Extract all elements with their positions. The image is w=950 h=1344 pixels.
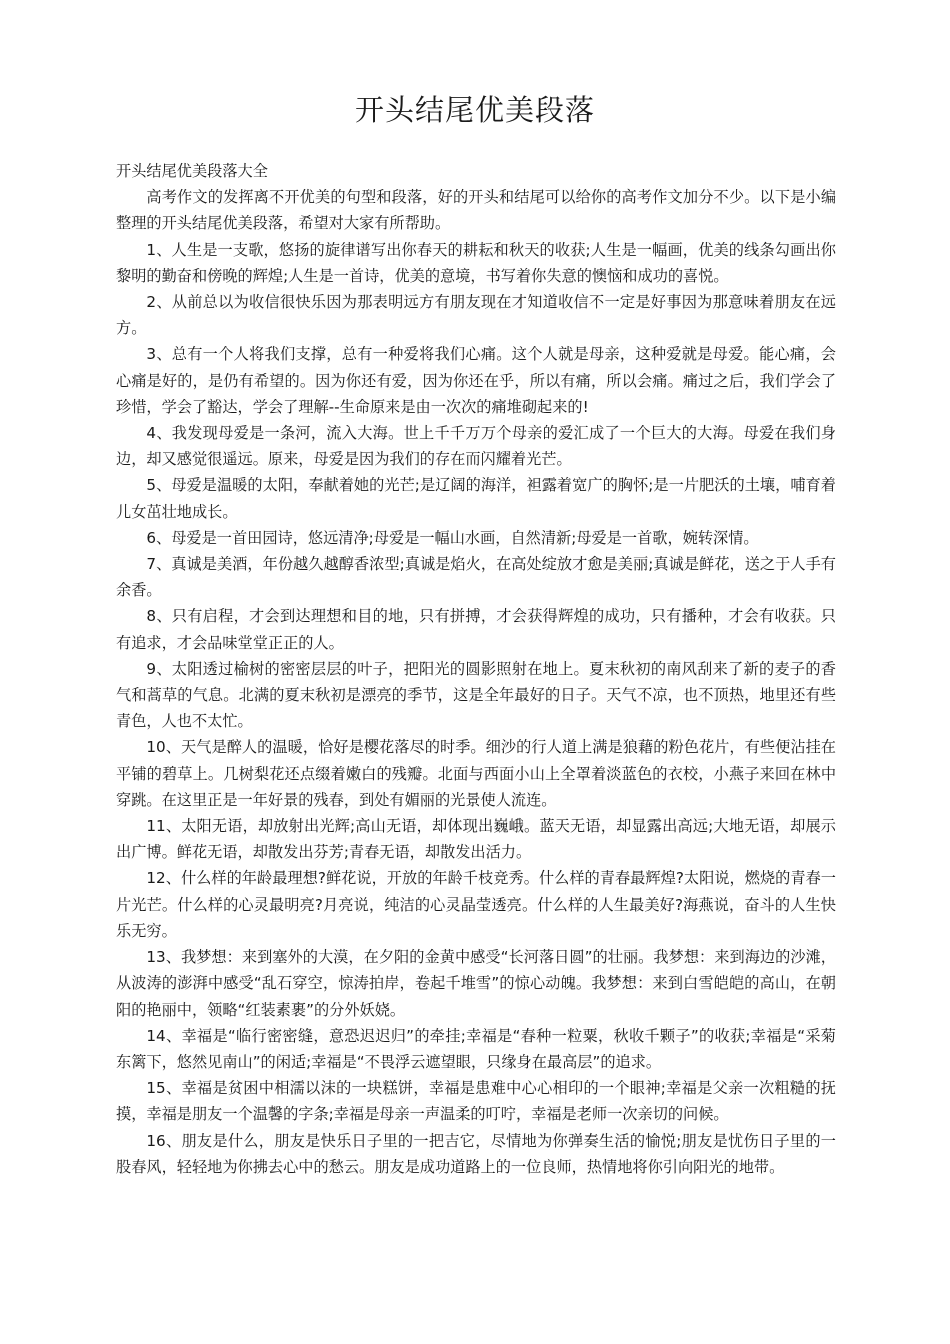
paragraph-12: 12、什么样的年龄最理想?鲜花说，开放的年龄千枝竞秀。什么样的青春最辉煌?太阳说，燃烧的青春一片光芒。什么样的心灵最明亮?月亮说，纯洁的心灵晶莹透亮。什么样的人生最美好?海燕说，奋斗的人生快乐无穷。: [116, 869, 836, 940]
paragraph-10: 10、天气是醉人的温暖，恰好是樱花落尽的时季。细沙的行人道上满是狼藉的粉色花片，有些便沾挂在平铺的碧草上。几树梨花还点缀着嫩白的残瓣。北面与西面小山上全罩着淡蓝色的衣校，小燕子来回在林中穿跳。在这里正是一年好景的残春，到处有媚丽的光景使人流连。: [116, 738, 836, 809]
paragraph-1: 1、人生是一支歌，悠扬的旋律谱写出你春天的耕耘和秋天的收获;人生是一幅画，优美的线条勾画出你黎明的勤奋和傍晚的辉煌;人生是一首诗，优美的意境，书写着你失意的懊恼和成功的喜悦。: [116, 240, 836, 285]
document-body: [116, 158, 836, 1180]
paragraph-8: 8、只有启程，才会到达理想和目的地，只有拼搏，才会获得辉煌的成功，只有播种，才会有收获。只有追求，才会品味堂堂正正的人。: [116, 607, 836, 652]
paragraph-5: 5、母爱是温暖的太阳，奉献着她的光芒;是辽阔的海洋，袒露着宽广的胸怀;是一片肥沃的土壤，哺育着儿女茁壮地成长。: [116, 476, 836, 521]
page-title: 开头结尾优美段落: [354, 93, 595, 127]
paragraph-14: 14、幸福是“临行密密缝，意恐迟迟归”的牵挂;幸福是“春种一粒粟，秋收千颗子”的收获;幸福是“采菊东篱下，悠然见南山”的闲适;幸福是“不畏浮云遮望眼，只缘身在最高层”的追求。: [116, 1026, 836, 1071]
paragraph-4: 4、我发现母爱是一条河，流入大海。世上千千万万个母亲的爱汇成了一个巨大的大海。母爱在我们身边，却又感觉很遥远。原来，母爱是因为我们的存在而闪耀着光芒。: [116, 424, 836, 469]
paragraph-2: 2、从前总以为收信很快乐因为那表明远方有朋友现在才知道收信不一定是好事因为那意味着朋友在远方。: [116, 293, 836, 338]
paragraph-3: 3、总有一个人将我们支撑，总有一种爱将我们心痛。这个人就是母亲，这种爱就是母爱。能心痛，会心痛是好的，是仍有希望的。因为你还有爱，因为你还在乎，所以有痛，所以会痛。痛过之后，我们学会了珍惜，学会了豁达，学会了理解--生命原来是由一次次的痛堆砌起来的!: [116, 345, 836, 416]
paragraph-16: 16、朋友是什么，朋友是快乐日子里的一把吉它，尽情地为你弹奏生活的愉悦;朋友是忧伤日子里的一股春风，轻轻地为你拂去心中的愁云。朋友是成功道路上的一位良师，热情地将你引向阳光的地带。: [116, 1131, 836, 1176]
paragraph-6: 6、母爱是一首田园诗，悠远清净;母爱是一幅山水画，自然清新;母爱是一首歌，婉转深情。: [146, 528, 759, 547]
paragraph-13: 13、我梦想：来到塞外的大漠，在夕阳的金黄中感受“长河落日圆”的壮丽。我梦想：来到海边的沙滩，从波涛的澎湃中感受“乱石穿空，惊涛拍岸，卷起千堆雪”的惊心动魄。我梦想：来到白雪皑皑的高山，在朝阳的艳丽中，领略“红装素裹”的分外妖娆。: [116, 948, 836, 1019]
paragraph-11: 11、太阳无语，却放射出光辉;高山无语，却体现出巍峨。蓝天无语，却显露出高远;大地无语，却展示出广博。鲜花无语，却散发出芬芳;青春无语，却散发出活力。: [116, 817, 836, 862]
paragraph-7: 7、真诚是美酒，年份越久越醇香浓型;真诚是焰火，在高处绽放才愈是美丽;真诚是鲜花，送之于人手有余香。: [116, 555, 836, 600]
paragraph-9: 9、太阳透过榆树的密密层层的叶子，把阳光的圆影照射在地上。夏末秋初的南风刮来了新的麦子的香气和蒿草的气息。北满的夏末秋初是漂亮的季节，这是全年最好的日子。天气不凉，也不顶热，地里还有些青色，人也不太忙。: [116, 659, 836, 731]
intro-paragraph: 高考作文的发挥离不开优美的句型和段落，好的开头和结尾可以给你的高考作文加分不少。以下是小编整理的开头结尾优美段落，希望对大家有所帮助。: [116, 188, 836, 233]
document-subtitle: 开头结尾优美段落大全: [116, 162, 268, 180]
paragraph-15: 15、幸福是贫困中相濡以沫的一块糕饼，幸福是患难中心心相印的一个眼神;幸福是父亲一次粗糙的抚摸，幸福是朋友一个温馨的字条;幸福是母亲一声温柔的叮咛，幸福是老师一次亲切的问候。: [116, 1079, 836, 1124]
